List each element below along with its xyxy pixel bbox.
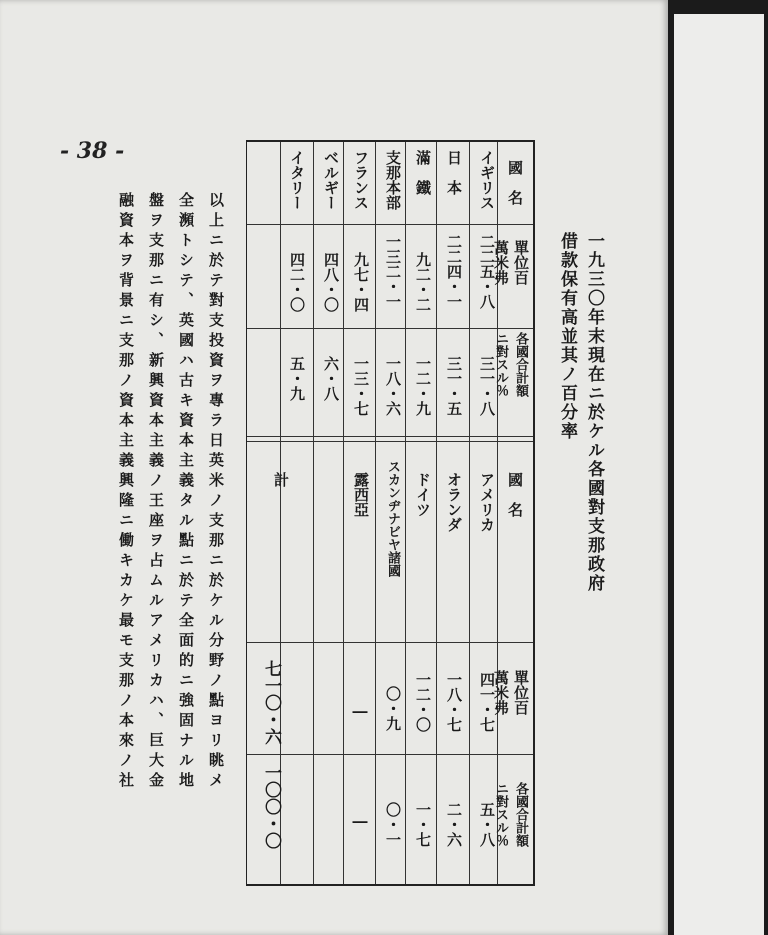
row-country: 計 — [272, 472, 290, 487]
paragraph-line-4: 融資本ヲ背景ニ支那ノ資本主義興隆ニ働キカケ最モ支那ノ本來ノ社 — [117, 192, 135, 792]
row-amount: 九七・四 — [352, 252, 370, 312]
header-percent-line1: 各國合計額 — [513, 332, 528, 397]
row-country: フランス — [352, 150, 370, 210]
row-country: オランダ — [445, 472, 463, 532]
header-amount-line2: 萬米弗 — [492, 240, 510, 285]
row-country: 滿 鐵 — [414, 150, 432, 195]
header-percent-line2-2: ニ對スル％ — [493, 782, 508, 847]
row-amount: 二二五・八 — [478, 234, 496, 309]
row-percent: 三一・八 — [478, 356, 496, 416]
header-amount-line2-2: 萬米弗 — [492, 670, 510, 715]
row-country: 支那本部 — [384, 150, 402, 210]
paragraph-line-1: 以上ニ於テ對支投資ヲ專ラ日英米ノ支那ニ於ケル分野ノ點ヨリ眺メ — [207, 192, 225, 792]
row-percent: 五・八 — [478, 802, 496, 847]
row-percent: 一二・九 — [414, 356, 432, 416]
paragraph-line-3: 盤ヲ支那ニ有シ、新興資本主義ノ王座ヲ占ムルアメリカハ、巨大金 — [147, 192, 165, 792]
header-amount-line1-2: 單位百 — [512, 670, 530, 715]
row-country: アメリカ — [478, 472, 496, 532]
header-country-2: 國 名 — [506, 472, 524, 517]
row-amount: 四二・〇 — [288, 252, 306, 312]
row-country: イギリス — [478, 150, 496, 210]
row-percent: 二・六 — [445, 802, 463, 847]
row-amount: 四一・七 — [478, 672, 496, 732]
row-percent: 一・七 — [414, 802, 432, 847]
row-country: スカンヂナビヤ諸國 — [385, 460, 400, 577]
row-percent: 五・九 — [288, 356, 306, 401]
row-country: ドイツ — [414, 472, 432, 517]
row-percent: 一八・六 — [384, 356, 402, 416]
row-country: イタリー — [288, 150, 306, 210]
row-amount: 一二・〇 — [414, 672, 432, 732]
row-amount: ― — [351, 702, 369, 720]
page-number: - 38 - — [60, 138, 125, 164]
row-amount: 七一〇・六 — [261, 660, 281, 745]
row-percent: ― — [351, 812, 369, 830]
title-line-2: 借款保有高並其ノ百分率 — [557, 232, 577, 441]
header-amount-line1: 單位百 — [512, 240, 530, 285]
row-percent: 六・八 — [322, 356, 340, 401]
row-amount: 九二・二 — [414, 252, 432, 312]
row-amount: 二二四・一 — [445, 234, 463, 309]
loan-table — [246, 140, 535, 886]
row-amount: 〇・九 — [384, 686, 402, 731]
row-amount: 四八・〇 — [322, 252, 340, 312]
row-percent: 一〇〇・〇 — [261, 764, 281, 849]
row-amount: 一三二・一 — [384, 234, 402, 309]
header-country: 國 名 — [506, 160, 524, 205]
row-country: 日 本 — [445, 150, 463, 195]
header-percent-line2: ニ對スル％ — [493, 332, 508, 397]
row-amount: 一八・七 — [445, 672, 463, 732]
adjacent-page — [674, 14, 764, 935]
row-percent: 一三・七 — [352, 356, 370, 416]
row-percent: 〇・一 — [384, 802, 402, 847]
header-percent-line1-2: 各國合計額 — [513, 782, 528, 847]
row-country: ベルギー — [322, 150, 340, 210]
title-line-1: 一九三〇年末現在ニ於ケル各國對支那政府 — [584, 232, 604, 593]
paragraph-line-2: 全瀕トシテ、英國ハ古キ資本主義タル點ニ於テ全面的ニ強固ナル地 — [177, 192, 195, 792]
row-country: 露西亞 — [352, 472, 370, 517]
row-percent: 三一・五 — [445, 356, 463, 416]
